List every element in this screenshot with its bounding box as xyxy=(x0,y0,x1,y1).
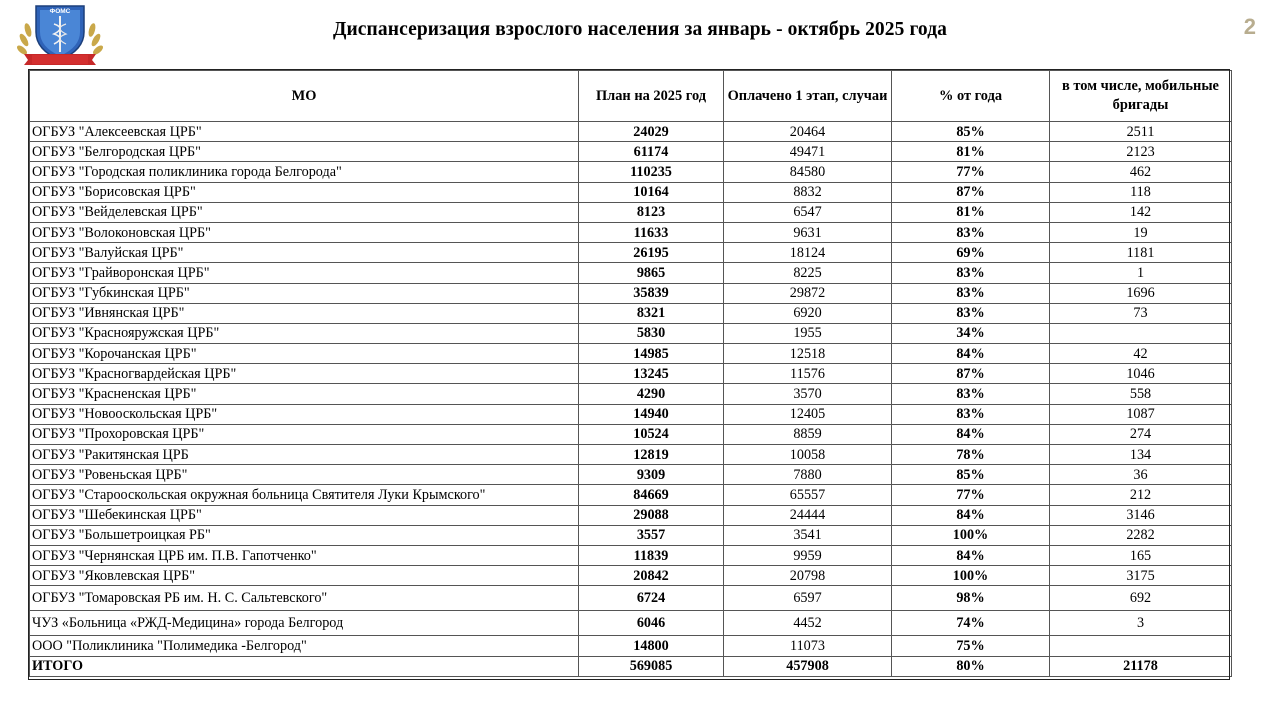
page-number: 2 xyxy=(1243,14,1256,39)
table-row xyxy=(30,202,1232,222)
cell-paid: 11576 xyxy=(724,364,892,384)
cell-mo: ОГБУЗ "Красненская ЦРБ" xyxy=(30,384,579,404)
column-header-paid: Оплачено 1 этап, случаи xyxy=(724,71,892,122)
table-row xyxy=(30,636,1232,656)
cell-mo: ОГБУЗ "Корочанская ЦРБ" xyxy=(30,344,579,364)
cell-mo: ОГБУЗ "Чернянская ЦРБ им. П.В. Гапотченко" xyxy=(30,545,579,565)
cell-plan: 26195 xyxy=(579,243,724,263)
cell-plan: 61174 xyxy=(579,142,724,162)
cell-mobile: 2511 xyxy=(1050,122,1232,142)
cell-mobile: 1087 xyxy=(1050,404,1232,424)
table-row xyxy=(30,263,1232,283)
table-row xyxy=(30,545,1232,565)
table-row xyxy=(30,222,1232,242)
cell-mo: ОГБУЗ "Вейделевская ЦРБ" xyxy=(30,202,579,222)
cell-paid: 8225 xyxy=(724,263,892,283)
cell-paid: 6920 xyxy=(724,303,892,323)
cell-percent: 83% xyxy=(892,404,1050,424)
cell-mo: ОГБУЗ "Борисовская ЦРБ" xyxy=(30,182,579,202)
cell-plan: 3557 xyxy=(579,525,724,545)
cell-mobile: 3 xyxy=(1050,611,1232,636)
cell-mobile: 36 xyxy=(1050,465,1232,485)
cell-mobile: 274 xyxy=(1050,424,1232,444)
cell-mo: ЧУЗ «Больница «РЖД-Медицина» города Белгород xyxy=(30,611,579,636)
table-row xyxy=(30,525,1232,545)
cell-percent: 75% xyxy=(892,636,1050,656)
column-header-mo: МО xyxy=(30,71,579,122)
cell-paid: 65557 xyxy=(724,485,892,505)
table-header-row xyxy=(30,71,1232,122)
cell-percent: 69% xyxy=(892,243,1050,263)
cell-paid: 18124 xyxy=(724,243,892,263)
cell-plan: 10164 xyxy=(579,182,724,202)
cell-percent: 34% xyxy=(892,323,1050,343)
cell-plan: 5830 xyxy=(579,323,724,343)
cell-mo: ОГБУЗ "Краснояружская ЦРБ" xyxy=(30,323,579,343)
cell-percent: 84% xyxy=(892,545,1050,565)
cell-mo: ОГБУЗ "Яковлевская ЦРБ" xyxy=(30,566,579,586)
cell-percent: 81% xyxy=(892,142,1050,162)
cell-paid: 84580 xyxy=(724,162,892,182)
table-row xyxy=(30,611,1232,636)
cell-mo: ОГБУЗ "Большетроицкая РБ" xyxy=(30,525,579,545)
cell-mobile: 1696 xyxy=(1050,283,1232,303)
cell-percent: 81% xyxy=(892,202,1050,222)
dispensary-table xyxy=(29,70,1232,677)
cell-percent: 77% xyxy=(892,485,1050,505)
table-row xyxy=(30,162,1232,182)
cell-plan: 84669 xyxy=(579,485,724,505)
table-row xyxy=(30,404,1232,424)
cell-mo: ОГБУЗ "Ровеньская ЦРБ" xyxy=(30,465,579,485)
cell-plan: 8123 xyxy=(579,202,724,222)
cell-mobile: 42 xyxy=(1050,344,1232,364)
cell-paid: 9631 xyxy=(724,222,892,242)
column-header-mobile: в том числе, мобильные бригады xyxy=(1050,71,1232,122)
table-row xyxy=(30,243,1232,263)
cell-paid: 9959 xyxy=(724,545,892,565)
table-row xyxy=(30,283,1232,303)
cell-plan: 6046 xyxy=(579,611,724,636)
cell-paid: 4452 xyxy=(724,611,892,636)
cell-plan: 29088 xyxy=(579,505,724,525)
cell-mobile: 19 xyxy=(1050,222,1232,242)
cell-mobile: 134 xyxy=(1050,445,1232,465)
cell-plan: 14940 xyxy=(579,404,724,424)
cell-plan: 24029 xyxy=(579,122,724,142)
cell-mo: ОГБУЗ "Алексеевская ЦРБ" xyxy=(30,122,579,142)
cell-percent: 83% xyxy=(892,384,1050,404)
cell-percent: 100% xyxy=(892,566,1050,586)
cell-plan: 110235 xyxy=(579,162,724,182)
cell-mo: ОГБУЗ "Городская поликлиника города Белгорода" xyxy=(30,162,579,182)
total-cell-plan: 569085 xyxy=(579,656,724,676)
table-row xyxy=(30,384,1232,404)
table-row xyxy=(30,323,1232,343)
table-total-row xyxy=(30,656,1232,676)
cell-mobile: 212 xyxy=(1050,485,1232,505)
cell-mobile: 558 xyxy=(1050,384,1232,404)
cell-plan: 8321 xyxy=(579,303,724,323)
cell-percent: 83% xyxy=(892,283,1050,303)
table-row xyxy=(30,445,1232,465)
cell-mo: ОГБУЗ "Ивнянская ЦРБ" xyxy=(30,303,579,323)
cell-percent: 77% xyxy=(892,162,1050,182)
cell-mobile: 462 xyxy=(1050,162,1232,182)
total-cell-paid: 457908 xyxy=(724,656,892,676)
cell-mo: ОГБУЗ "Губкинская ЦРБ" xyxy=(30,283,579,303)
cell-paid: 3570 xyxy=(724,384,892,404)
cell-percent: 74% xyxy=(892,611,1050,636)
cell-paid: 20464 xyxy=(724,122,892,142)
cell-mobile: 165 xyxy=(1050,545,1232,565)
table-row xyxy=(30,122,1232,142)
page-title: Диспансеризация взрослого населения за январь - октябрь 2025 года xyxy=(332,19,948,40)
cell-mo: ОГБУЗ "Старооскольская окружная больница Святителя Луки Крымского" xyxy=(30,485,579,505)
cell-mo: ОГБУЗ "Валуйская ЦРБ" xyxy=(30,243,579,263)
logo-text: ФОМС xyxy=(49,8,71,15)
cell-mobile: 142 xyxy=(1050,202,1232,222)
cell-plan: 14800 xyxy=(579,636,724,656)
cell-plan: 9865 xyxy=(579,263,724,283)
cell-percent: 84% xyxy=(892,344,1050,364)
total-cell-percent: 80% xyxy=(892,656,1050,676)
cell-plan: 20842 xyxy=(579,566,724,586)
table-row xyxy=(30,364,1232,384)
cell-plan: 11839 xyxy=(579,545,724,565)
cell-paid: 11073 xyxy=(724,636,892,656)
cell-plan: 6724 xyxy=(579,586,724,611)
cell-mobile: 692 xyxy=(1050,586,1232,611)
cell-mobile: 2123 xyxy=(1050,142,1232,162)
cell-paid: 29872 xyxy=(724,283,892,303)
cell-percent: 98% xyxy=(892,586,1050,611)
cell-mo: ОГБУЗ "Томаровская РБ им. Н. С. Сальтевского" xyxy=(30,586,579,611)
cell-paid: 10058 xyxy=(724,445,892,465)
cell-mobile: 1 xyxy=(1050,263,1232,283)
cell-paid: 7880 xyxy=(724,465,892,485)
cell-mobile: 118 xyxy=(1050,182,1232,202)
cell-paid: 8859 xyxy=(724,424,892,444)
cell-paid: 8832 xyxy=(724,182,892,202)
cell-mobile: 3175 xyxy=(1050,566,1232,586)
cell-mobile: 3146 xyxy=(1050,505,1232,525)
cell-mobile: 2282 xyxy=(1050,525,1232,545)
cell-mobile: 1046 xyxy=(1050,364,1232,384)
cell-mo: ОГБУЗ "Шебекинская ЦРБ" xyxy=(30,505,579,525)
cell-percent: 85% xyxy=(892,465,1050,485)
table-row xyxy=(30,142,1232,162)
cell-mobile xyxy=(1050,636,1232,656)
cell-plan: 35839 xyxy=(579,283,724,303)
cell-paid: 12518 xyxy=(724,344,892,364)
cell-percent: 78% xyxy=(892,445,1050,465)
cell-percent: 84% xyxy=(892,505,1050,525)
table-row xyxy=(30,303,1232,323)
cell-mobile: 1181 xyxy=(1050,243,1232,263)
table-row xyxy=(30,182,1232,202)
cell-plan: 4290 xyxy=(579,384,724,404)
cell-mo: ОГБУЗ "Красногвардейская ЦРБ" xyxy=(30,364,579,384)
cell-plan: 13245 xyxy=(579,364,724,384)
cell-plan: 10524 xyxy=(579,424,724,444)
cell-mobile xyxy=(1050,323,1232,343)
table-row xyxy=(30,586,1232,611)
cell-percent: 83% xyxy=(892,222,1050,242)
cell-percent: 83% xyxy=(892,303,1050,323)
cell-percent: 87% xyxy=(892,364,1050,384)
table-row xyxy=(30,424,1232,444)
cell-mo: ОГБУЗ "Грайворонская ЦРБ" xyxy=(30,263,579,283)
cell-mobile: 73 xyxy=(1050,303,1232,323)
cell-mo: ОГБУЗ "Прохоровская ЦРБ" xyxy=(30,424,579,444)
table-row xyxy=(30,505,1232,525)
cell-paid: 20798 xyxy=(724,566,892,586)
cell-plan: 12819 xyxy=(579,445,724,465)
table-row xyxy=(30,485,1232,505)
cell-paid: 12405 xyxy=(724,404,892,424)
cell-mo: ОГБУЗ "Белгородская ЦРБ" xyxy=(30,142,579,162)
cell-mo: ОГБУЗ "Ракитянская ЦРБ xyxy=(30,445,579,465)
table-row xyxy=(30,465,1232,485)
cell-paid: 24444 xyxy=(724,505,892,525)
cell-percent: 84% xyxy=(892,424,1050,444)
cell-paid: 49471 xyxy=(724,142,892,162)
cell-percent: 100% xyxy=(892,525,1050,545)
cell-mo: ОГБУЗ "Волоконовская ЦРБ" xyxy=(30,222,579,242)
cell-paid: 6597 xyxy=(724,586,892,611)
cell-plan: 11633 xyxy=(579,222,724,242)
cell-paid: 1955 xyxy=(724,323,892,343)
total-cell-mo: ИТОГО xyxy=(30,656,579,676)
table-row xyxy=(30,566,1232,586)
total-cell-mobile: 21178 xyxy=(1050,656,1232,676)
column-header-percent: % от года xyxy=(892,71,1050,122)
table-row xyxy=(30,344,1232,364)
column-header-plan: План на 2025 год xyxy=(579,71,724,122)
cell-mo: ОГБУЗ "Новооскольская ЦРБ" xyxy=(30,404,579,424)
cell-paid: 3541 xyxy=(724,525,892,545)
cell-percent: 85% xyxy=(892,122,1050,142)
cell-plan: 9309 xyxy=(579,465,724,485)
cell-mo: ООО "Поликлиника "Полимедика -Белгород" xyxy=(30,636,579,656)
cell-paid: 6547 xyxy=(724,202,892,222)
cell-percent: 83% xyxy=(892,263,1050,283)
cell-plan: 14985 xyxy=(579,344,724,364)
cell-percent: 87% xyxy=(892,182,1050,202)
